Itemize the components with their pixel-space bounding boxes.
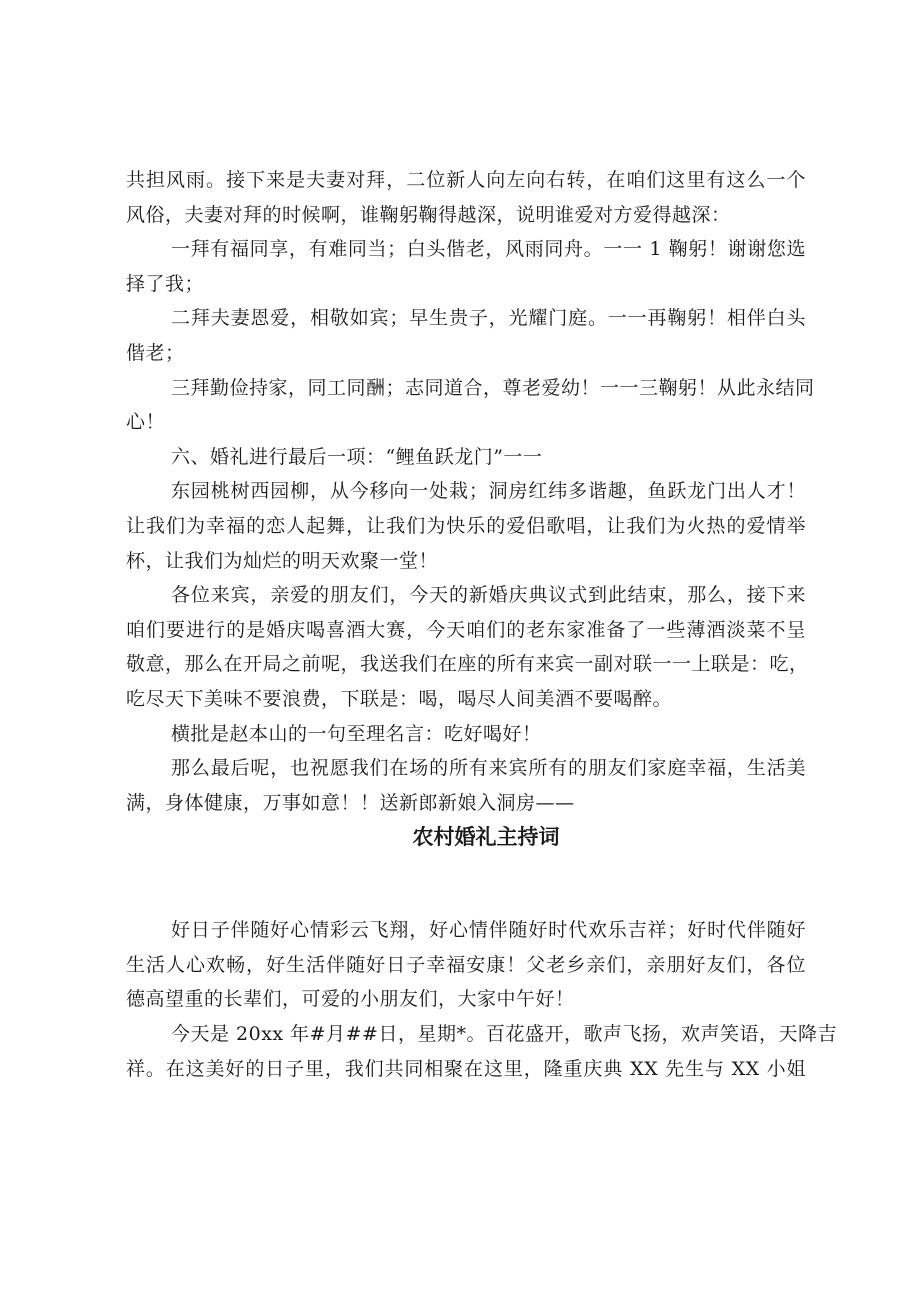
text-line: 杯，让我们为灿烂的明天欢聚一堂！ <box>126 549 439 572</box>
text-line: 心！ <box>126 411 166 434</box>
text-line: 二拜夫妻恩爱，相敬如宾；早生贵子，光耀门庭。一一再鞠躬！相伴白头 <box>171 307 806 330</box>
document-page <box>126 163 837 1086</box>
text-line: 共担风雨。接下来是夫妻对拜，二位新人向左向右转，在咱们这里有这么一个 <box>126 169 806 191</box>
text-line: 那么最后呢，也祝愿我们在场的所有来宾所有的朋友们家庭幸福，生活美 <box>171 757 806 780</box>
text-line: 风俗，夫妻对拜的时候啊，谁鞠躬鞠得越深，说明谁爱对方爱得越深： <box>126 203 731 226</box>
speech-section-1 <box>126 163 815 820</box>
text-line: 德高望重的长辈们，可爱的小朋友们，大家中午好！ <box>126 988 575 1011</box>
text-line: 东园桃树西园柳，从今移向一处栽；洞房红纬多谐趣，鱼跃龙门出人才！ <box>171 480 806 503</box>
text-line: 三拜勤俭持家，同工同酬；志同道合，尊老爱幼！一一三鞠躬！从此永结同 <box>171 376 815 399</box>
text-line: 择了我； <box>126 272 205 295</box>
text-line: 敬意，那么在开局之前呢，我送我们在座的所有来宾一副对联一一上联是：吃， <box>126 653 809 676</box>
text-line: 一拜有福同享，有难同当；白头偕老，风雨同舟。一一 1 鞠躬！谢谢您选 <box>171 238 806 261</box>
text-line: 今天是 20xx 年#月##日，星期*。百花盛开，歌声飞扬，欢声笑语，天降吉 <box>171 1023 837 1046</box>
text-line: 生活人心欢畅，好生活伴随好日子幸福安康！父老乡亲们，亲朋好友们，各位 <box>126 953 806 976</box>
text-line: 让我们为幸福的恋人起舞，让我们为快乐的爱侣歌唱，让我们为火热的爱情举 <box>126 514 806 537</box>
text-line: 吃尽天下美味不要浪费，下联是：喝，喝尽人间美酒不要喝醉。 <box>126 687 673 710</box>
text-line: 满，身体健康，万事如意！！送新郎新娘入洞房—— <box>126 791 575 814</box>
speech-section-2 <box>126 913 837 1086</box>
text-line: 横批是赵本山的一句至理名言：吃好喝好！ <box>171 722 542 745</box>
document-title: 农村婚礼主持词 <box>412 825 560 850</box>
text-line: 各位来宾，亲爱的朋友们，今天的新婚庆典议式到此结束，那么，接下来 <box>171 584 806 607</box>
text-line: 六、婚礼进行最后一项：“鲤鱼跃龙门”一一 <box>171 445 543 468</box>
text-line: 好日子伴随好心情彩云飞翔，好心情伴随好时代欢乐吉祥；好时代伴随好 <box>171 919 806 942</box>
text-line: 偕老； <box>126 341 185 364</box>
text-line: 咱们要进行的是婚庆喝喜酒大赛，今天咱们的老东家准备了一些薄酒淡菜不呈 <box>126 618 806 641</box>
text-line: 祥。在这美好的日子里，我们共同相聚在这里，隆重庆典 XX 先生与 XX 小姐 <box>126 1057 806 1080</box>
